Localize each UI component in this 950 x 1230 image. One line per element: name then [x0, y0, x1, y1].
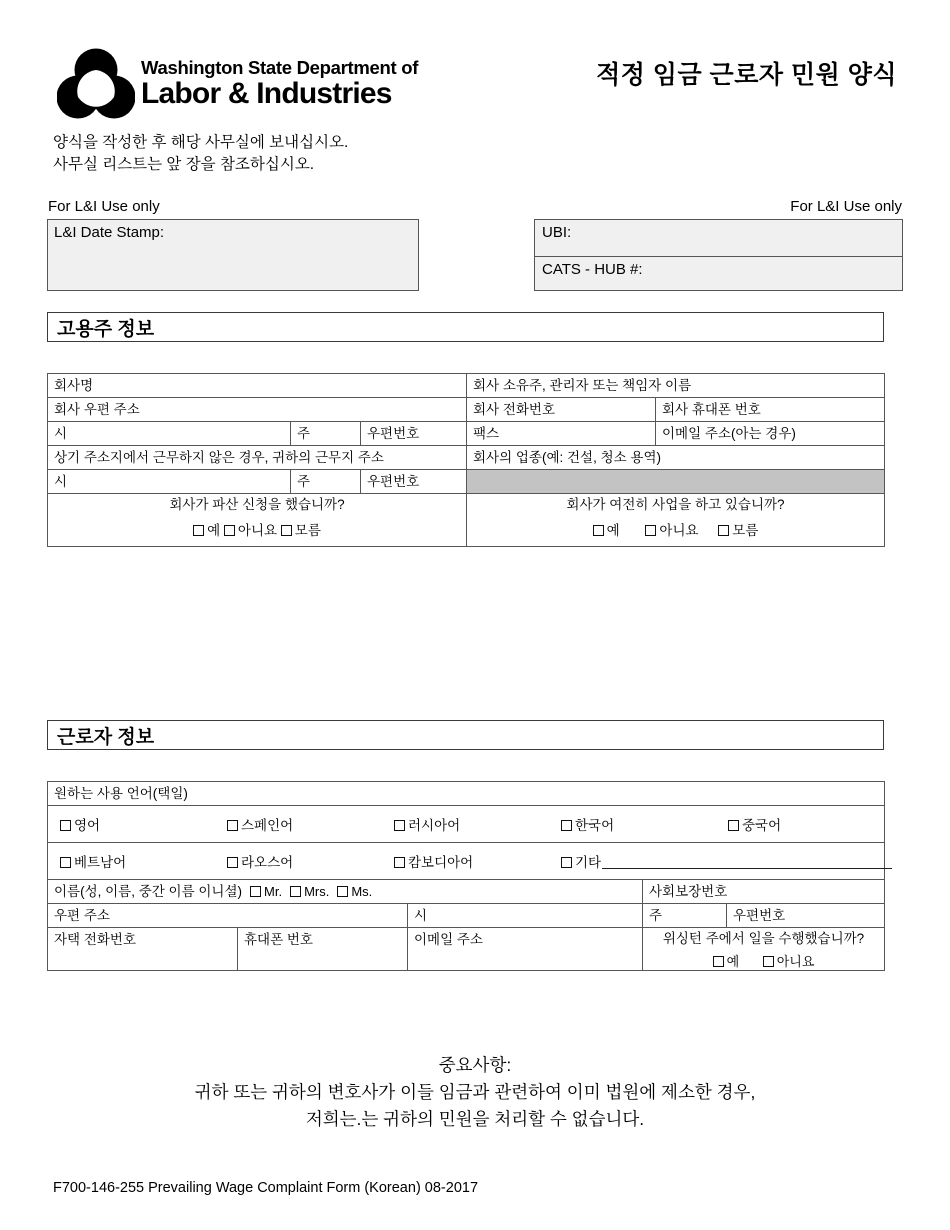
option-label-yes: 예 — [207, 522, 221, 538]
date-stamp-box[interactable] — [47, 219, 419, 291]
option-label-unknown: 모름 — [732, 522, 759, 538]
language-label: 캄보디아어 — [408, 854, 474, 870]
field-company-phone[interactable] — [467, 398, 656, 422]
checkbox-operating-yes[interactable] — [593, 523, 620, 540]
checkbox-bankruptcy-no[interactable] — [224, 523, 277, 540]
table-row — [48, 904, 885, 928]
checkbox-icon[interactable] — [394, 820, 405, 831]
question-worked-in-wa-options — [647, 954, 880, 970]
field-business-type[interactable] — [467, 446, 885, 470]
ubi-cats-box — [534, 219, 903, 291]
employer-section — [47, 312, 884, 547]
checkbox-language-other[interactable] — [561, 855, 892, 872]
checkbox-icon[interactable] — [281, 525, 292, 536]
instructions-line-2: 사무실 리스트는 앞 장을 참조하십시오. — [53, 156, 315, 174]
table-row — [48, 494, 885, 547]
submission-instructions — [53, 132, 348, 177]
li-circles-logo-icon — [57, 48, 135, 120]
label-worker-home-phone: 자택 전화번호 — [54, 932, 136, 947]
other-language-input-line[interactable] — [602, 868, 892, 869]
field-company-mailing-address[interactable] — [48, 398, 467, 422]
label-worksite-state: 주 — [297, 474, 311, 489]
field-company-name[interactable] — [48, 374, 467, 398]
option-label-no: 아니요 — [659, 522, 699, 538]
option-label-no: 아니요 — [237, 522, 278, 538]
field-company-mobile[interactable] — [656, 398, 885, 422]
notice-line-3: 저희는.는 귀하의 민원을 처리할 수 없습니다. — [305, 1109, 645, 1130]
agency-name-line2: Labor & Industries — [141, 77, 392, 111]
field-company-email[interactable] — [656, 422, 885, 446]
field-worker-zip[interactable] — [727, 904, 885, 928]
form-footer: F700-146-255 Prevailing Wage Complaint Form (Korean) 08-2017 — [53, 1180, 479, 1196]
checkbox-language-english[interactable] — [60, 818, 227, 835]
table-row — [48, 928, 885, 971]
label-company-mailing-address: 회사 우편 주소 — [54, 402, 140, 417]
question-still-operating-text: 회사가 여전히 사업을 하고 있습니까? — [566, 497, 785, 512]
field-worker-state[interactable] — [643, 904, 727, 928]
checkbox-icon[interactable] — [561, 820, 572, 831]
checkbox-icon[interactable] — [193, 525, 204, 536]
label-company-mobile: 회사 휴대폰 번호 — [662, 402, 761, 417]
language-label: 라오스어 — [241, 854, 294, 870]
page-title: 적정 임금 근로자 민원 양식 — [596, 61, 897, 89]
worker-info-table — [47, 781, 885, 971]
language-header-label: 원하는 사용 언어(택일) — [54, 786, 188, 801]
field-worker-email[interactable] — [408, 928, 643, 971]
li-use-label-left: For L&I Use only — [48, 198, 160, 215]
label-worker-state: 주 — [649, 908, 663, 923]
checkbox-icon[interactable] — [227, 820, 238, 831]
employer-section-title: 고용주 정보 — [57, 318, 155, 340]
label-company-state: 주 — [297, 426, 311, 441]
title-label-mr: Mr. — [264, 884, 283, 899]
title-label-mrs: Mrs. — [304, 884, 330, 899]
agency-name-line1: Washington State Department of — [141, 56, 419, 78]
worker-name-inline-group — [54, 884, 372, 899]
label-company-city: 시 — [54, 426, 68, 441]
instructions-line-1: 양식을 작성한 후 해당 사무실에 보내십시오. — [53, 134, 349, 151]
label-company-zip: 우편번호 — [367, 426, 420, 441]
label-worksite-address: 상기 주소지에서 근무하지 않은 경우, 귀하의 근무지 주소 — [54, 450, 384, 465]
table-row — [48, 843, 885, 880]
checkbox-wa-yes[interactable] — [713, 954, 740, 970]
checkbox-operating-no[interactable] — [645, 523, 698, 540]
language-row-2 — [48, 843, 885, 880]
option-label-yes: 예 — [606, 522, 620, 538]
option-label-unknown: 모름 — [294, 522, 321, 538]
field-worker-city[interactable] — [408, 904, 643, 928]
cats-hub-label: CATS - HUB #: — [542, 261, 643, 278]
option-label-no: 아니요 — [776, 953, 815, 969]
checkbox-bankruptcy-yes[interactable] — [193, 523, 220, 540]
question-still-operating — [467, 494, 885, 547]
checkbox-icon[interactable] — [60, 857, 71, 868]
checkbox-icon[interactable] — [290, 886, 301, 897]
language-options-row-2 — [54, 847, 884, 879]
option-label-yes: 예 — [726, 953, 740, 969]
field-worker-home-phone[interactable] — [48, 928, 238, 971]
title-label-ms: Ms. — [351, 884, 373, 899]
checkbox-icon[interactable] — [337, 886, 348, 897]
checkbox-icon[interactable] — [227, 857, 238, 868]
checkbox-language-russian[interactable] — [394, 818, 561, 835]
label-worker-zip: 우편번호 — [733, 908, 786, 923]
language-label: 러시아어 — [408, 817, 461, 833]
worker-section-header — [47, 720, 884, 750]
worker-section-title: 근로자 정보 — [57, 726, 155, 748]
shaded-blank-cell — [467, 470, 885, 494]
question-worked-in-wa-text: 위싱턴 주에서 일을 수행했습니까? — [662, 931, 865, 946]
field-company-zip[interactable] — [361, 422, 467, 446]
language-options-row-1 — [54, 810, 884, 842]
table-row — [48, 470, 885, 494]
checkbox-icon[interactable] — [224, 525, 235, 536]
table-row — [48, 398, 885, 422]
employer-section-header — [47, 312, 884, 342]
language-label: 스페인어 — [241, 817, 294, 833]
checkbox-icon[interactable] — [394, 857, 405, 868]
field-company-city[interactable] — [48, 422, 291, 446]
field-owner-name[interactable] — [467, 374, 885, 398]
table-row — [48, 782, 885, 806]
checkbox-language-chinese[interactable] — [728, 818, 895, 835]
checkbox-language-korean[interactable] — [561, 818, 728, 835]
field-worker-mailing-address[interactable] — [48, 904, 408, 928]
field-worksite-city[interactable] — [48, 470, 291, 494]
employer-info-table — [47, 373, 885, 547]
table-row — [48, 374, 885, 398]
table-row — [48, 422, 885, 446]
label-company-phone: 회사 전화번호 — [473, 402, 555, 417]
checkbox-icon[interactable] — [250, 886, 261, 897]
label-worker-ssn: 사회보장번호 — [649, 884, 728, 899]
label-worker-mailing-address: 우편 주소 — [54, 908, 110, 923]
field-company-state[interactable] — [291, 422, 361, 446]
label-company-email: 이메일 주소(아는 경우) — [662, 426, 796, 441]
language-label: 베트남어 — [74, 854, 127, 870]
label-worker-mobile-phone: 휴대폰 번호 — [244, 932, 313, 947]
checkbox-icon[interactable] — [593, 525, 604, 536]
checkbox-icon[interactable] — [718, 525, 729, 536]
checkbox-bankruptcy-unknown[interactable] — [281, 523, 321, 540]
language-label: 한국어 — [575, 817, 615, 833]
worker-section — [47, 720, 884, 971]
table-row — [48, 446, 885, 470]
checkbox-icon[interactable] — [728, 820, 739, 831]
notice-heading: 중요사항: — [438, 1055, 512, 1075]
label-company-name: 회사명 — [54, 378, 94, 393]
language-row-1 — [48, 806, 885, 843]
label-worker-email: 이메일 주소 — [414, 932, 483, 947]
label-company-fax: 팩스 — [473, 426, 500, 441]
checkbox-icon[interactable] — [713, 956, 724, 967]
field-worksite-zip[interactable] — [361, 470, 467, 494]
field-company-fax[interactable] — [467, 422, 656, 446]
checkbox-language-lao[interactable] — [227, 855, 394, 872]
notice-line-2: 귀하 또는 귀하의 변호사가 이들 임금과 관련하여 이미 법원에 제소한 경우, — [194, 1082, 756, 1103]
ubi-field[interactable] — [535, 220, 902, 256]
field-worker-ssn[interactable] — [643, 880, 885, 904]
question-worked-in-wa — [643, 928, 885, 971]
language-header-cell — [48, 782, 885, 806]
label-business-type: 회사의 업종(예: 건설, 청소 용역) — [473, 450, 661, 465]
date-stamp-label: L&I Date Stamp: — [54, 224, 165, 241]
checkbox-language-cambodian[interactable] — [394, 855, 561, 872]
field-worksite-state[interactable] — [291, 470, 361, 494]
label-worksite-zip: 우편번호 — [367, 474, 420, 489]
language-label: 중국어 — [742, 817, 782, 833]
language-label: 기타 — [575, 854, 602, 870]
question-bankruptcy-options — [48, 523, 466, 540]
field-worker-name[interactable] — [48, 880, 643, 904]
cats-hub-field[interactable] — [535, 256, 902, 292]
question-bankruptcy — [48, 494, 467, 547]
checkbox-icon[interactable] — [60, 820, 71, 831]
checkbox-icon[interactable] — [561, 857, 572, 868]
page-header — [0, 0, 950, 125]
language-label: 영어 — [74, 817, 101, 833]
field-worker-mobile-phone[interactable] — [238, 928, 408, 971]
checkbox-operating-unknown[interactable] — [718, 523, 758, 540]
label-owner-name: 회사 소유주, 관리자 또는 책임자 이름 — [473, 378, 692, 393]
question-bankruptcy-text: 회사가 파산 신청을 했습니까? — [169, 497, 345, 512]
checkbox-language-spanish[interactable] — [227, 818, 394, 835]
ubi-label: UBI: — [542, 224, 572, 241]
checkbox-wa-no[interactable] — [763, 954, 815, 970]
label-worker-city: 시 — [414, 908, 428, 923]
li-use-label-right: For L&I Use only — [790, 198, 902, 215]
important-notice — [0, 1052, 950, 1133]
checkbox-icon[interactable] — [645, 525, 656, 536]
label-worker-name: 이름(성, 이름, 중간 이름 이니셜) — [54, 884, 242, 899]
table-row — [48, 880, 885, 904]
question-still-operating-options — [467, 523, 884, 540]
table-row — [48, 806, 885, 843]
field-worksite-address[interactable] — [48, 446, 467, 470]
checkbox-icon[interactable] — [763, 956, 774, 967]
checkbox-language-vietnamese[interactable] — [60, 855, 227, 872]
label-worksite-city: 시 — [54, 474, 68, 489]
li-logo — [57, 48, 418, 120]
